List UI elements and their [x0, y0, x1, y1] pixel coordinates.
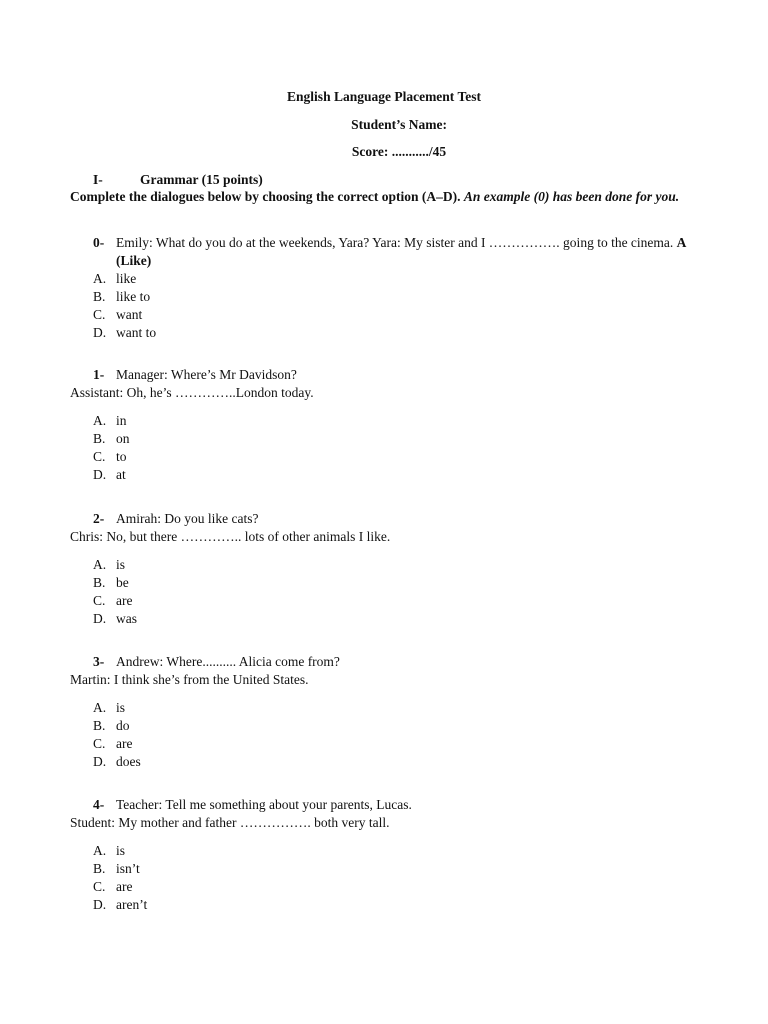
option-text: to — [116, 449, 127, 464]
option-d — [70, 610, 700, 628]
option-c — [70, 306, 700, 324]
option-text: does — [116, 754, 141, 769]
question-number: 1- — [93, 367, 105, 382]
options-list — [70, 412, 700, 484]
option-letter: D. — [93, 325, 107, 340]
option-letter: B. — [93, 431, 106, 446]
student-name-label: Student’s Name: — [351, 117, 447, 132]
option-letter: D. — [93, 611, 107, 626]
option-letter: D. — [93, 467, 107, 482]
question-number: 0- — [93, 235, 105, 250]
instruction-text: Complete the dialogues below by choosing the correct option (A–D). — [70, 189, 461, 204]
option-text: be — [116, 575, 129, 590]
section-heading — [93, 171, 263, 189]
option-b — [70, 430, 700, 448]
option-text: at — [116, 467, 126, 482]
question-text: Manager: Where’s Mr Davidson? — [116, 367, 297, 382]
question-prompt — [70, 796, 700, 814]
option-letter: B. — [93, 575, 106, 590]
options-list — [70, 556, 700, 628]
question-text: Teacher: Tell me something about your parents, Lucas. — [116, 797, 412, 812]
option-letter: C. — [93, 449, 106, 464]
option-text: isn’t — [116, 861, 140, 876]
option-letter: C. — [93, 593, 106, 608]
question-prompt — [70, 653, 700, 671]
option-text: is — [116, 700, 126, 715]
question-prompt — [70, 366, 700, 384]
option-letter: C. — [93, 736, 106, 751]
document-title: English Language Placement Test — [287, 89, 481, 104]
score-label: Score: .........../45 — [351, 144, 447, 159]
option-text: on — [116, 431, 130, 446]
option-text: is — [116, 557, 126, 572]
option-text: in — [116, 413, 127, 428]
section-instruction — [70, 188, 690, 206]
question-prompt — [70, 234, 700, 270]
option-b — [70, 288, 700, 306]
section-title: Grammar (15 points) — [140, 172, 263, 187]
question-response-line: Assistant: Oh, he’s …………..London today. — [70, 385, 314, 400]
option-c — [70, 448, 700, 466]
question-response-line: Martin: I think she’s from the United States. — [70, 672, 309, 687]
option-a — [70, 842, 700, 860]
option-text: do — [116, 718, 130, 733]
option-text: are — [116, 879, 133, 894]
option-text: want to — [116, 325, 157, 340]
question-number: 4- — [93, 797, 105, 812]
question-prompt — [70, 510, 700, 528]
option-text: like — [116, 271, 137, 286]
question-text: Andrew: Where.......... Alicia come from? — [116, 654, 340, 669]
option-b — [70, 574, 700, 592]
instruction-example-note: An example (0) has been done for you. — [463, 189, 680, 204]
option-letter: B. — [93, 289, 106, 304]
option-letter: B. — [93, 718, 106, 733]
option-a — [70, 699, 700, 717]
option-d — [70, 466, 700, 484]
option-letter: A. — [93, 271, 107, 286]
option-letter: B. — [93, 861, 106, 876]
question-2 — [70, 510, 700, 628]
question-response-line: Student: My mother and father ……………. both very tall. — [70, 815, 390, 830]
option-b — [70, 860, 700, 878]
question-number: 3- — [93, 654, 105, 669]
option-b — [70, 717, 700, 735]
section-number: I- — [93, 172, 103, 187]
option-text: is — [116, 843, 126, 858]
option-a — [70, 270, 700, 288]
option-letter: A. — [93, 700, 107, 715]
question-0 — [70, 234, 700, 342]
option-letter: D. — [93, 754, 107, 769]
question-number: 2- — [93, 511, 105, 526]
options-list — [70, 270, 700, 342]
option-text: like to — [116, 289, 151, 304]
option-letter: D. — [93, 897, 107, 912]
option-text: was — [116, 611, 137, 626]
option-c — [70, 592, 700, 610]
option-letter: C. — [93, 307, 106, 322]
option-letter: A. — [93, 557, 107, 572]
option-a — [70, 412, 700, 430]
option-c — [70, 878, 700, 896]
question-3 — [70, 653, 700, 771]
options-list — [70, 842, 700, 914]
option-d — [70, 896, 700, 914]
option-a — [70, 556, 700, 574]
option-text: want — [116, 307, 143, 322]
option-text: aren’t — [116, 897, 148, 912]
options-list — [70, 699, 700, 771]
option-d — [70, 753, 700, 771]
option-letter: A. — [93, 413, 107, 428]
question-response-line: Chris: No, but there ………….. lots of other animals I like. — [70, 529, 391, 544]
question-4 — [70, 796, 700, 914]
option-d — [70, 324, 700, 342]
option-letter: C. — [93, 879, 106, 894]
question-text: Amirah: Do you like cats? — [116, 511, 259, 526]
option-text: are — [116, 736, 133, 751]
example-answer: A (Like) — [116, 235, 686, 268]
option-letter: A. — [93, 843, 107, 858]
question-1 — [70, 366, 700, 484]
option-c — [70, 735, 700, 753]
question-text: Emily: What do you do at the weekends, Yara? Yara: My sister and I ……………. going to the cinema. — [116, 235, 674, 250]
option-text: are — [116, 593, 133, 608]
